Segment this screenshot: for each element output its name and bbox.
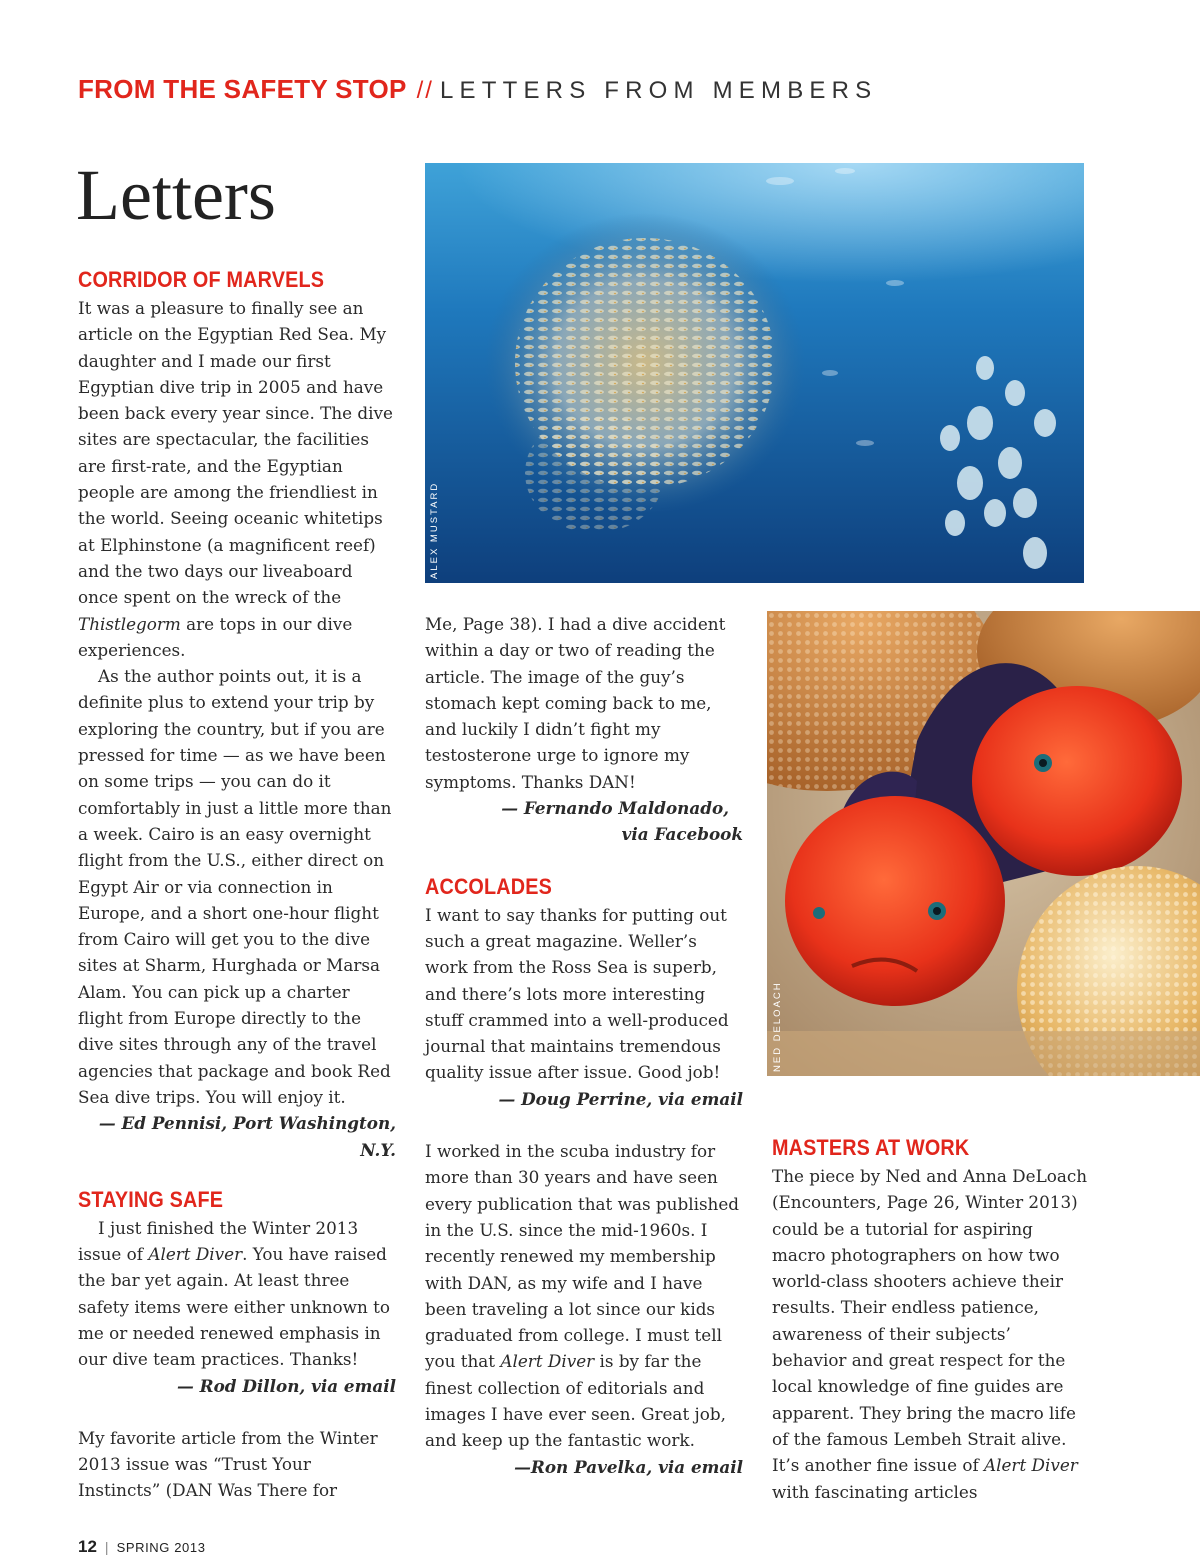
photo-credit-mustard: ALEX MUSTARD (429, 481, 440, 579)
page-title: Letters (76, 155, 276, 235)
section-header (78, 74, 877, 105)
fish-school-photo (425, 163, 1084, 583)
heading-accolades: ACCOLADES (425, 873, 553, 899)
issue-label: SPRING 2013 (116, 1540, 206, 1555)
signature-via-facebook: via Facebook (621, 824, 743, 845)
page-footer (78, 1537, 206, 1557)
signature-doug-perrine: — Doug Perrine, via email (498, 1088, 743, 1109)
section-label: FROM THE SAFETY STOP (78, 74, 407, 104)
corridor-paragraph-2: As the author points out, it is a definite plus to extend your trip by exploring the country, but if you are pressed for time — as we have been on some trips — you can do it comfortably in just a little more than a week. Cairo is an easy overnight flight from the U.S., either direct on Egypt Air or via connection in Europe, and a short one-hour flight from Cairo will get you to the dive sites at Sharm, Hurghada or Marsa Alam. You can pick up a charter flight from Europe directly to the dive sites through any of the travel agencies that package and book Red Sea dive trips. You will enjoy it. (78, 666, 392, 1107)
column-left (78, 265, 396, 1504)
red-fish-photo (767, 611, 1200, 1076)
column-right (772, 1133, 1090, 1505)
column-middle (425, 611, 743, 1480)
heading-staying-safe: STAYING SAFE (78, 1186, 224, 1212)
photo-credit-deloach: NED DELOACH (772, 981, 783, 1072)
continued-paragraph: Me, Page 38). I had a dive accident within a day or two of reading the article. The image of the guy’s stomach kept coming back to me, and luckily I didn’t fight my testosterone urge to ignore my symptoms. Thanks DAN! (425, 614, 726, 792)
staying-safe-paragraph-2: My favorite article from the Winter 2013 issue was “Trust Your Instincts” (DAN Was There for (78, 1427, 378, 1501)
signature-fernando-maldonado: — Fernando Maldonado, (501, 798, 729, 819)
header-separator: // (416, 77, 434, 104)
signature-ron-pavelka: —Ron Pavelka, via email (514, 1456, 743, 1477)
red-fish-image (767, 611, 1200, 1076)
footer-separator: | (104, 1539, 109, 1555)
signature-ed-pennisi: — Ed Pennisi, Port Washington, N.Y. (98, 1113, 396, 1160)
corridor-paragraph-1: It was a pleasure to finally see an article on the Egyptian Red Sea. My daughter and I made our first Egyptian dive trip in 2005 and have been back every year since. The dive sites are spectacular, the facilities are first-rate, and the Egyptian people are among the friendliest in the world. Seeing oceanic whitetips at Elphinstone (a magnificent reef) and the two days our liveaboard once spent on the wreck of the Thistlegorm are tops in our dive experiences. (78, 298, 393, 660)
signature-rod-dillon: — Rod Dillon, via email (177, 1375, 396, 1396)
industry-paragraph: I worked in the scuba industry for more than 30 years and have seen every publication that was published in the U.S. since the mid-1960s. I recently renewed my membership with DAN, as my wife and I have been traveling a lot since our kids graduated from college. I must tell you that Alert Diver is by far the finest collection of editorials and images I have ever seen. Great job, and keep up the fantastic work. (425, 1141, 740, 1451)
staying-safe-paragraph-1: I just finished the Winter 2013 issue of Alert Diver. You have raised the bar yet again. At least three safety items were either unknown to me or needed renewed emphasis in our dive team practices. Thanks! (78, 1217, 390, 1370)
heading-corridor-of-marvels: CORRIDOR OF MARVELS (78, 267, 325, 292)
page-number: 12 (78, 1537, 97, 1556)
subsection-label: LETTERS FROM MEMBERS (439, 77, 878, 104)
masters-paragraph: The piece by Ned and Anna DeLoach (Encounters, Page 26, Winter 2013) could be a tutorial for aspiring macro photographers on how two world-class shooters achieve their results. Their endless patience, awareness of their subjects’ behavior and great respect for the local knowledge of fine guides are apparent. They bring the macro life of the famous Lembeh Strait alive. It’s another fine issue of Alert Diver with fascinating articles (772, 1166, 1088, 1502)
heading-masters-at-work: MASTERS AT WORK (772, 1135, 970, 1160)
accolades-paragraph: I want to say thanks for putting out such a great magazine. Weller’s work from the Ross Sea is superb, and there’s lots more interesting stuff crammed into a well-produced journal that maintains tremendous quality issue after issue. Good job! (425, 904, 729, 1083)
fish-school-image (425, 163, 1084, 583)
